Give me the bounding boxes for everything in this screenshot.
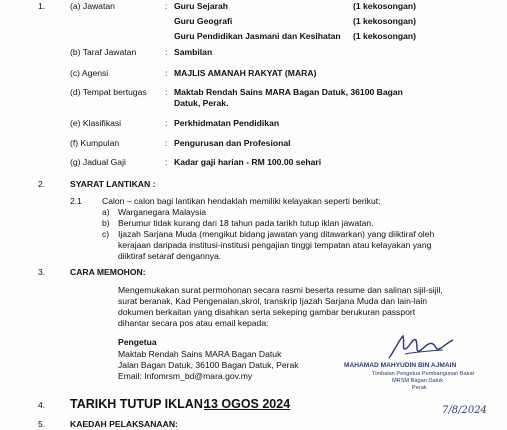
list-marker: b)	[102, 218, 110, 228]
list-item-continuation: kerajaan daripada institusi-institusi pengajian tinggi tempatan atau kelayakan yang	[118, 240, 432, 250]
colon: :	[165, 118, 168, 128]
signature	[385, 330, 455, 364]
paragraph-line: Mengemukakan surat permohonan secara rasmi beserta resume dan salinan sijil-sijil,	[118, 285, 443, 295]
colon: :	[165, 68, 168, 78]
tempat-value-line1: Maktab Rendah Sains MARA Bagan Datuk, 36100 Bagan	[174, 87, 403, 97]
section-title: CARA MEMOHON:	[70, 267, 146, 277]
handwritten-date: 7/8/2024	[442, 405, 487, 416]
colon: :	[165, 1, 168, 11]
paragraph-line: dihantar secara pos atau email kepada:	[118, 318, 269, 328]
list-marker: a)	[102, 207, 110, 217]
stamp-name: MAHAMAD MAHYUDIN BIN AJMAIN	[344, 362, 457, 369]
colon: :	[165, 138, 168, 148]
address-line: Jalan Bagan Datuk, 36100 Bagan Datuk, Perak	[118, 360, 299, 370]
taraf-label: (b) Taraf Jawatan	[70, 47, 137, 57]
section-number: 3.	[38, 267, 46, 277]
stamp-title: Perak	[412, 385, 427, 391]
section-number: 5.	[38, 419, 46, 429]
list-marker: c)	[102, 229, 110, 239]
kumpulan-label: (f) Kumpulan	[70, 138, 120, 148]
klasifikasi-label: (e) Klasifikasi	[70, 118, 122, 128]
list-item: Warganegara Malaysia	[118, 207, 207, 217]
jawatan-value-1: Guru Sejarah	[174, 1, 228, 11]
jawatan-count-2: (1 kekosongan)	[353, 16, 417, 26]
paragraph-line: dokumen berkaitan yang disahkan serta sekeping gambar berukuran passport	[118, 307, 416, 317]
jawatan-count-1: (1 kekosongan)	[353, 1, 417, 11]
jawatan-label: (a) Jawatan	[70, 1, 115, 11]
agensi-value: MAJLIS AMANAH RAKYAT (MARA)	[174, 68, 317, 78]
stamp-title: Timbalan Pengetua Pembangunan Bakat	[372, 371, 475, 377]
syarat-intro: Calon – calon bagi lantikan hendaklah memiliki kelayakan seperti berikut:	[102, 196, 381, 206]
email-line: Email: Infomrsm_bd@mara.gov.my	[118, 371, 253, 381]
klasifikasi-value: Perkhidmatan Pendidikan	[174, 118, 280, 128]
section-number: 1.	[38, 1, 46, 11]
closing-date-label: TARIKH TUTUP IKLAN:	[70, 397, 208, 411]
section-number: 4.	[38, 400, 46, 410]
list-item: Berumur tidak kurang dari 18 tahun pada tarikh tutup iklan jawatan.	[118, 218, 374, 228]
list-item: Ijazah Sarjana Muda (mengikut bidang jawatan yang ditawarkan) yang diiktiraf oleh	[118, 229, 435, 239]
subsection-number: 2.1	[70, 196, 82, 206]
paragraph-line: surat beranak, Kad Pengenalan,skrol, transkrip Ijazah Sarjana Muda dan lain-lain	[118, 296, 428, 306]
address-title: Pengetua	[118, 337, 157, 347]
colon: :	[165, 47, 168, 57]
agensi-label: (c) Agensi	[70, 68, 109, 78]
address-line: Maktab Rendah Sains MARA Bagan Datuk	[118, 349, 282, 359]
taraf-value: Sambilan	[174, 47, 213, 57]
kumpulan-value: Pengurusan dan Profesional	[174, 138, 291, 148]
jawatan-value-3: Guru Pendidikan Jasmani dan Kesihatan	[174, 31, 341, 41]
gaji-label: (g) Jadual Gaji	[70, 157, 126, 167]
closing-date: 13 OGOS 2024	[204, 397, 291, 411]
section-title: SYARAT LANTIKAN :	[70, 179, 156, 189]
section-number: 2.	[38, 179, 46, 189]
gaji-value: Kadar gaji harian - RM 100.00 sehari	[174, 157, 322, 167]
list-item-continuation: diiktiraf setaraf dengannya.	[118, 251, 222, 261]
section-title: KAEDAH PELAKSANAAN:	[70, 419, 178, 429]
stamp-title: MRSM Bagan Datuk	[392, 378, 443, 384]
colon: :	[165, 157, 168, 167]
colon: :	[165, 87, 168, 97]
jawatan-count-3: (1 kekosongan)	[353, 31, 417, 41]
jawatan-value-2: Guru Geografi	[174, 16, 233, 26]
tempat-value-line2: Datuk, Perak.	[174, 98, 229, 108]
tempat-label: (d) Tempat bertugas	[70, 87, 147, 97]
